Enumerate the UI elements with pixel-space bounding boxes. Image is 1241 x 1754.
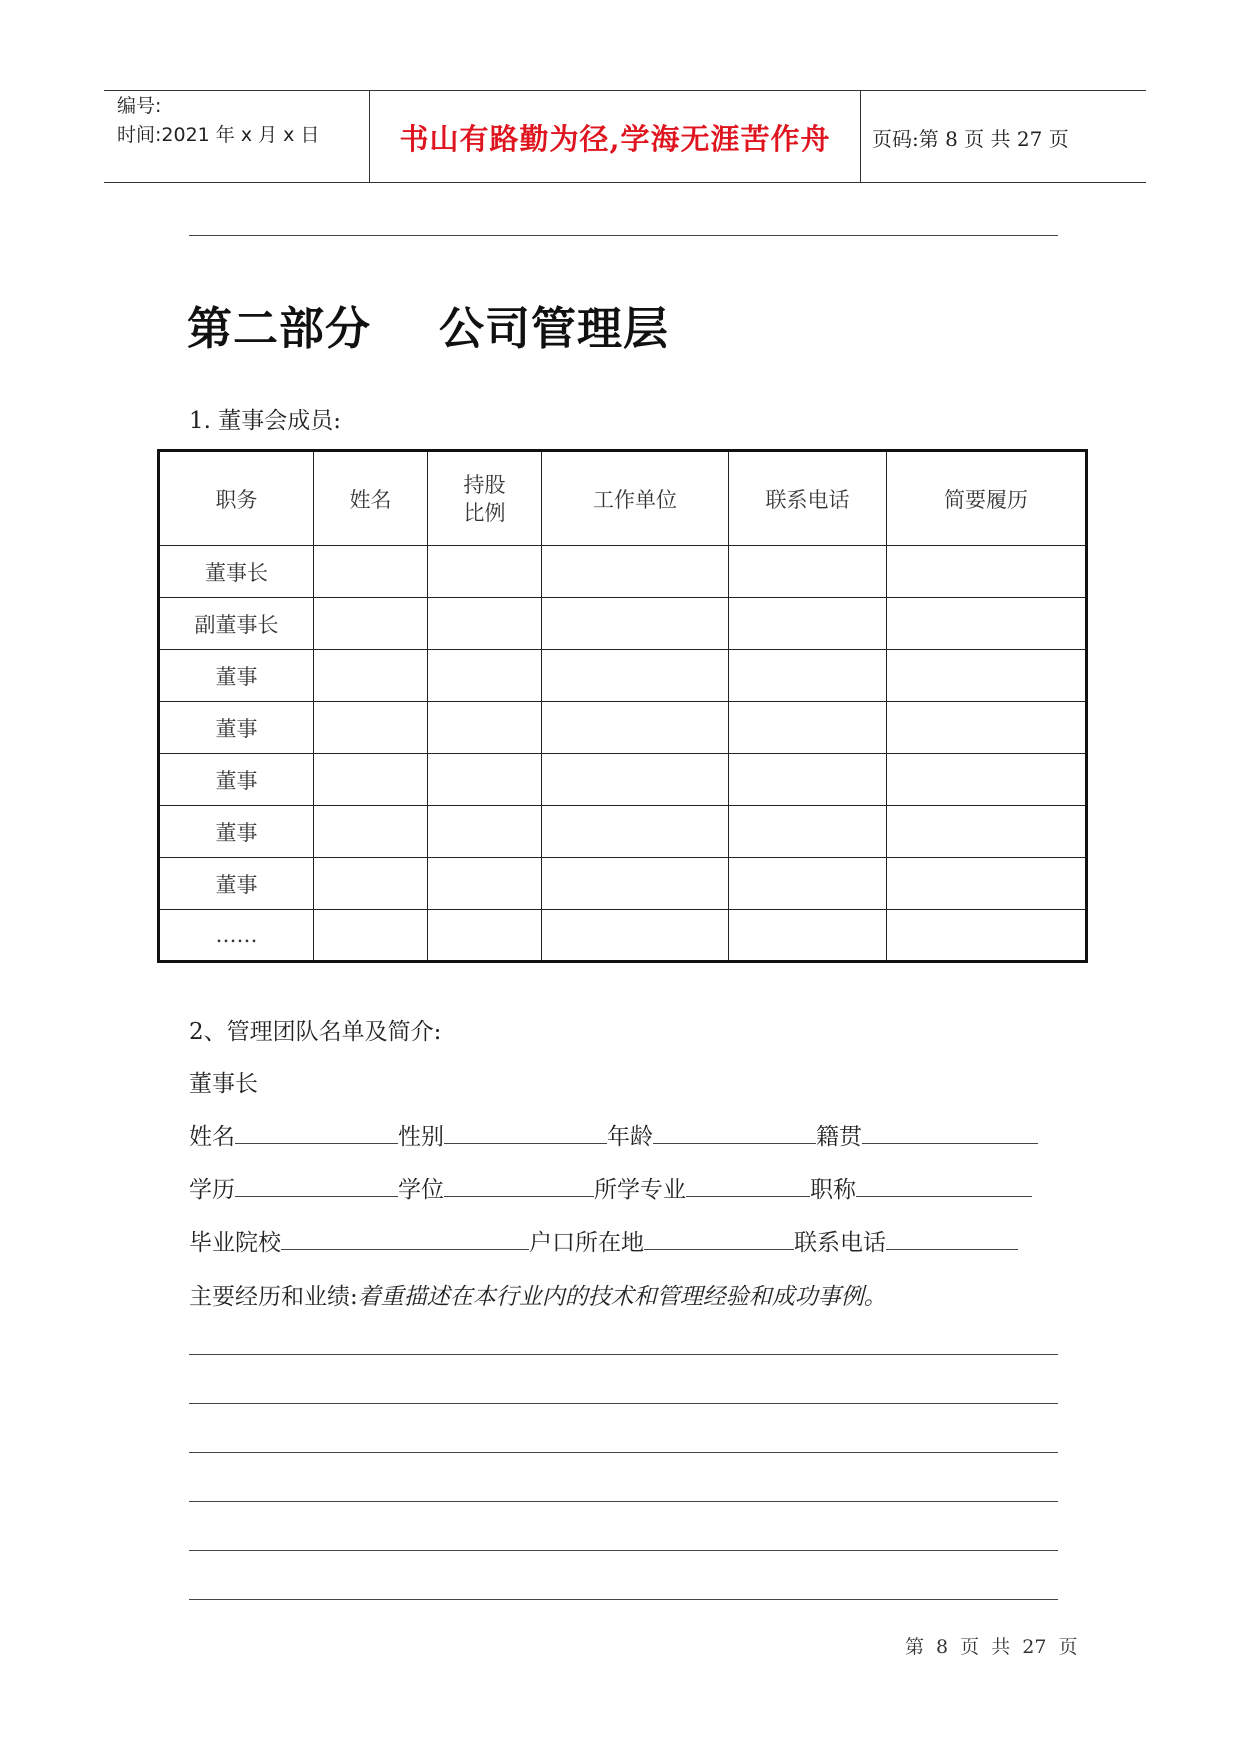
top-separator-line — [189, 235, 1058, 236]
origin-blank[interactable] — [862, 1142, 1038, 1144]
section-title-part: 第二部分 — [187, 302, 372, 355]
header-meta — [117, 92, 319, 150]
info-row-1 — [189, 1118, 1038, 1151]
header-divider-right — [860, 90, 861, 182]
section-title-name: 公司管理层 — [439, 302, 670, 355]
table-cell[interactable] — [314, 598, 428, 650]
field-label-gender: 性别 — [398, 1124, 444, 1150]
header-time-label: 时间:2021 年 x 月 x 日 — [117, 124, 320, 146]
board-heading: 1. 董事会成员: — [189, 408, 342, 434]
column-header — [428, 451, 542, 546]
table-cell[interactable] — [428, 650, 542, 702]
writing-line[interactable] — [189, 1599, 1058, 1600]
column-header: 联系电话 — [729, 451, 887, 546]
table-cell[interactable] — [887, 754, 1087, 806]
table-row — [159, 702, 1087, 754]
table-cell[interactable] — [887, 702, 1087, 754]
writing-line[interactable] — [189, 1550, 1058, 1551]
table-cell[interactable] — [729, 702, 887, 754]
table-cell[interactable] — [428, 754, 542, 806]
name-blank[interactable] — [235, 1142, 398, 1144]
table-cell[interactable] — [729, 754, 887, 806]
table-row — [159, 546, 1087, 598]
education-blank[interactable] — [235, 1195, 398, 1197]
experience-hint: 着重描述在本行业内的技术和管理经验和成功事例。 — [357, 1284, 887, 1310]
table-cell[interactable] — [314, 702, 428, 754]
field-label-degree: 学位 — [398, 1177, 444, 1203]
position-cell: 董事 — [159, 858, 314, 910]
table-cell[interactable] — [542, 754, 729, 806]
table-cell[interactable] — [314, 754, 428, 806]
writing-line[interactable] — [189, 1403, 1058, 1404]
table-cell[interactable] — [887, 598, 1087, 650]
position-cell: 副董事长 — [159, 598, 314, 650]
table-cell[interactable] — [314, 546, 428, 598]
field-label-age: 年龄 — [607, 1124, 653, 1150]
school-blank[interactable] — [281, 1248, 529, 1250]
table-cell[interactable] — [542, 910, 729, 962]
table-row — [159, 754, 1087, 806]
field-label-phone: 联系电话 — [794, 1230, 886, 1256]
table-cell[interactable] — [887, 546, 1087, 598]
table-row — [159, 858, 1087, 910]
degree-blank[interactable] — [444, 1195, 594, 1197]
header-bottom-rule — [104, 182, 1146, 183]
table-cell[interactable] — [729, 858, 887, 910]
experience-label: 主要经历和业绩: — [189, 1284, 358, 1310]
position-cell: 董事 — [159, 754, 314, 806]
major-blank[interactable] — [686, 1195, 810, 1197]
header-page-code: 页码:第 8 页 共 27 页 — [872, 127, 1069, 151]
age-blank[interactable] — [653, 1142, 816, 1144]
table-cell[interactable] — [542, 702, 729, 754]
table-cell[interactable] — [729, 546, 887, 598]
position-cell: 董事 — [159, 806, 314, 858]
table-cell[interactable] — [428, 806, 542, 858]
position-cell: 董事 — [159, 650, 314, 702]
table-cell[interactable] — [729, 598, 887, 650]
section-title — [187, 292, 669, 357]
table-cell[interactable] — [729, 650, 887, 702]
table-cell[interactable] — [887, 806, 1087, 858]
team-role-label: 董事长 — [189, 1071, 258, 1097]
household-blank[interactable] — [644, 1248, 794, 1250]
table-cell[interactable] — [542, 598, 729, 650]
column-header: 姓名 — [314, 451, 428, 546]
table-cell[interactable] — [729, 910, 887, 962]
table-cell[interactable] — [887, 650, 1087, 702]
footer-page-number: 第 8 页 共 27 页 — [905, 1636, 1078, 1658]
table-cell[interactable] — [314, 910, 428, 962]
header-motto: 书山有路勤为径,学海无涯苦作舟 — [399, 122, 831, 156]
header-number-label: 编号: — [117, 95, 162, 117]
position-cell: 董事长 — [159, 546, 314, 598]
column-header: 简要履历 — [887, 451, 1087, 546]
table-cell[interactable] — [542, 858, 729, 910]
column-header: 职务 — [159, 451, 314, 546]
field-label-school: 毕业院校 — [189, 1230, 281, 1256]
table-cell[interactable] — [314, 650, 428, 702]
field-label-origin: 籍贯 — [816, 1124, 862, 1150]
gender-blank[interactable] — [444, 1142, 607, 1144]
info-row-3 — [189, 1224, 1018, 1257]
table-cell[interactable] — [314, 806, 428, 858]
position-cell: 董事 — [159, 702, 314, 754]
table-row — [159, 806, 1087, 858]
table-row — [159, 910, 1087, 962]
phone-blank[interactable] — [886, 1248, 1018, 1250]
field-label-title: 职称 — [810, 1177, 856, 1203]
field-label-education: 学历 — [189, 1177, 235, 1203]
field-label-name: 姓名 — [189, 1124, 235, 1150]
title-blank[interactable] — [856, 1195, 1032, 1197]
experience-line — [189, 1278, 887, 1311]
table-cell[interactable] — [887, 910, 1087, 962]
table-cell[interactable] — [428, 702, 542, 754]
info-row-2 — [189, 1171, 1032, 1204]
writing-line[interactable] — [189, 1354, 1058, 1355]
writing-line[interactable] — [189, 1501, 1058, 1502]
table-cell[interactable] — [428, 858, 542, 910]
column-header-text: 持股比例 — [463, 472, 506, 525]
table-cell[interactable] — [887, 858, 1087, 910]
table-row — [159, 598, 1087, 650]
table-cell[interactable] — [314, 858, 428, 910]
field-label-household: 户口所在地 — [529, 1230, 644, 1256]
table-cell[interactable] — [428, 910, 542, 962]
board-members-table — [157, 449, 1088, 963]
table-cell[interactable] — [542, 806, 729, 858]
table-cell[interactable] — [542, 650, 729, 702]
table-cell[interactable] — [428, 546, 542, 598]
table-header-row — [159, 451, 1087, 546]
table-cell[interactable] — [428, 598, 542, 650]
position-cell: …… — [159, 910, 314, 962]
team-heading: 2、管理团队名单及简介: — [189, 1019, 442, 1045]
writing-line[interactable] — [189, 1452, 1058, 1453]
header-top-rule — [104, 90, 1146, 91]
table-row — [159, 650, 1087, 702]
table-cell[interactable] — [542, 546, 729, 598]
field-label-major: 所学专业 — [594, 1177, 686, 1203]
column-header: 工作单位 — [542, 451, 729, 546]
table-cell[interactable] — [729, 806, 887, 858]
